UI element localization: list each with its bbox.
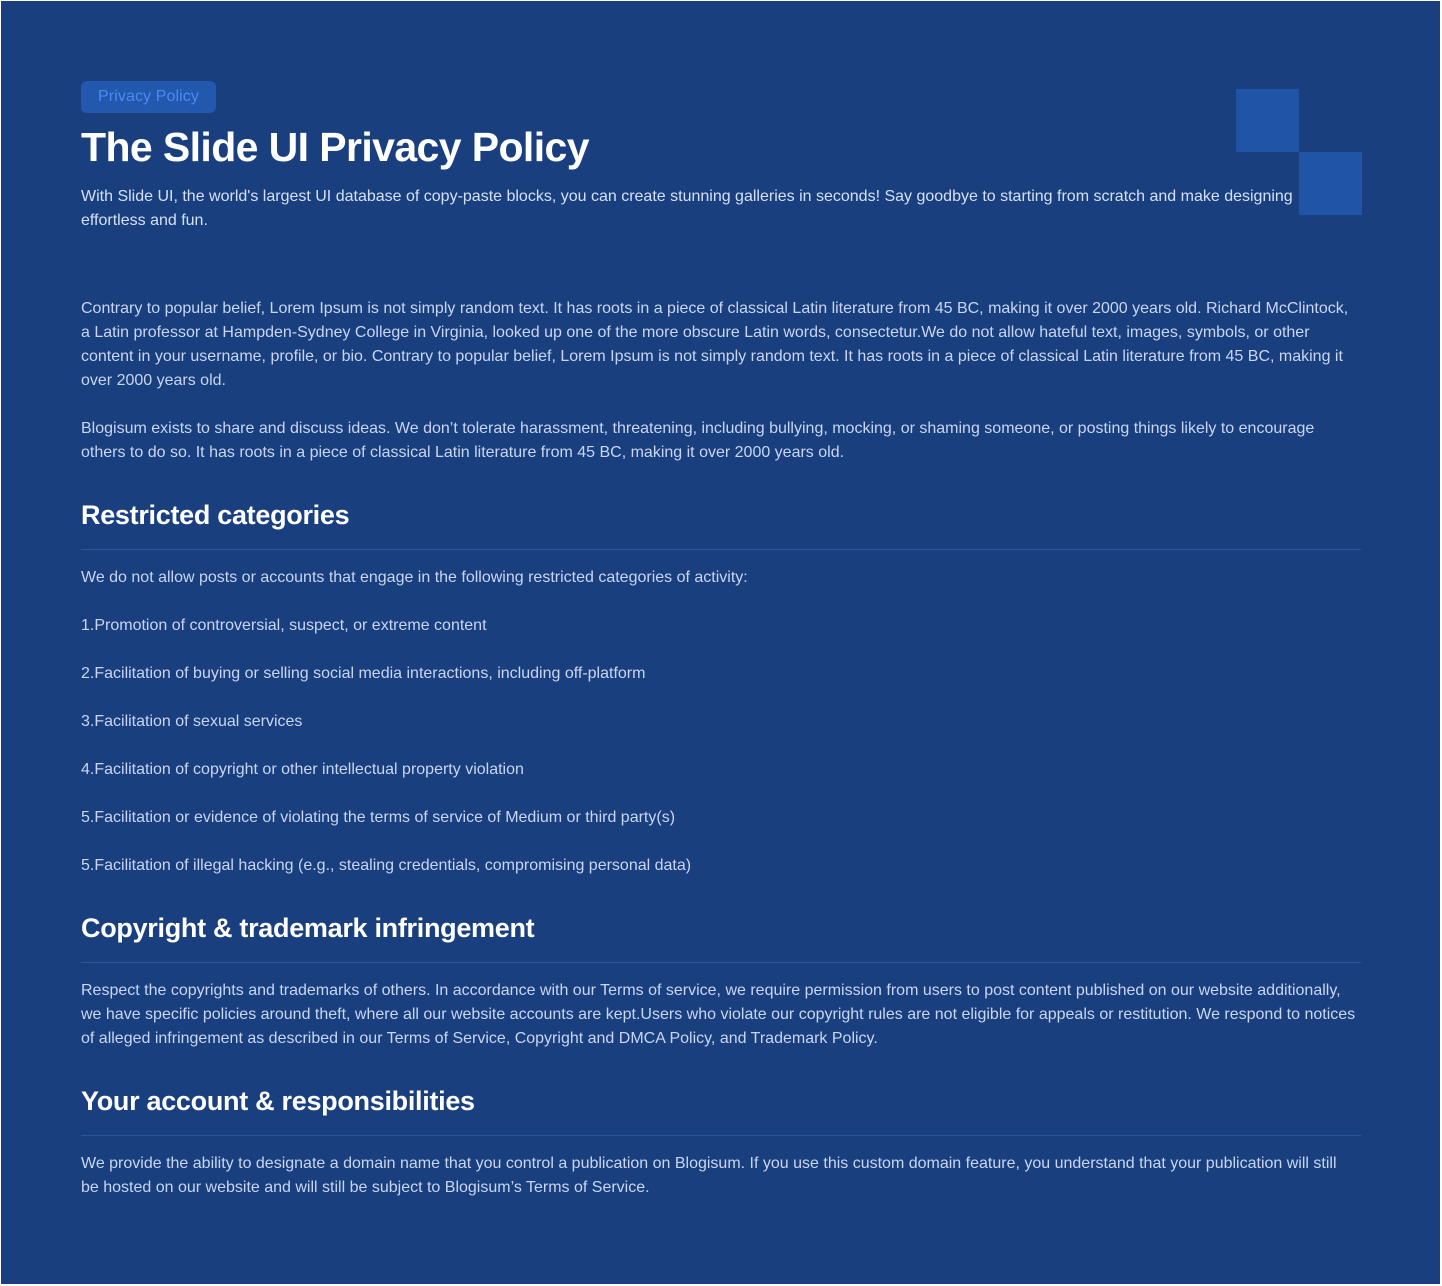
- section-divider: [81, 962, 1361, 963]
- restricted-category-item: 5.Facilitation or evidence of violating the terms of service of Medium or third party(s): [81, 809, 676, 826]
- restricted-category-item: 5.Facilitation of illegal hacking (e.g., stealing credentials, compromising personal data): [81, 857, 692, 874]
- body-paragraph-2: Blogisum exists to share and discuss ideas. We don’t tolerate harassment, threatening, including bullying, mocking, or shaming someone, or posting things likely to encourage others to do so. It has roots in a piece of classical Latin literature from 45 BC, making it over 2000 years old.: [81, 420, 1315, 461]
- account-heading: Your account & responsibilities: [81, 1086, 475, 1116]
- account-paragraph: We provide the ability to designate a domain name that you control a publication on Blogisum. If you use this custom domain feature, you understand that your publication will still be hosted on our website and will still be subject to Blogisum’s Terms of Service.: [81, 1155, 1337, 1196]
- page-title: The Slide UI Privacy Policy: [81, 124, 589, 170]
- restricted-categories-heading: Restricted categories: [81, 500, 350, 530]
- restricted-category-item: 2.Facilitation of buying or selling social media interactions, including off-platform: [81, 665, 646, 682]
- copyright-heading: Copyright & trademark infringement: [81, 913, 535, 943]
- restricted-category-item: 4.Facilitation of copyright or other intellectual property violation: [81, 761, 524, 778]
- section-divider: [81, 549, 1361, 550]
- body-paragraph-1: Contrary to popular belief, Lorem Ipsum is not simply random text. It has roots in a piece of classical Latin literature from 45 BC, making it over 2000 years old. Richard McClintock, a Latin professor at Hampden-Sydney College in Virginia, looked up one of the more obscure Latin words, consectetur.We do not allow hateful text, images, symbols, or other content in your username, profile, or bio. Contrary to popular belief, Lorem Ipsum is not simply random text. It has roots in a piece of classical Latin literature from 45 BC, making it over 2000 years old.: [81, 300, 1349, 389]
- copyright-paragraph: Respect the copyrights and trademarks of others. In accordance with our Terms of service, we require permission from users to post content published on our website additionally, we have specific policies around theft, where all our website accounts are kept.Users who violate our copyright rules are not eligible for appeals or restitution. We respond to notices of alleged infringement as described in our Terms of Service, Copyright and DMCA Policy, and Trademark Policy.: [81, 982, 1356, 1047]
- restricted-category-item: 1.Promotion of controversial, suspect, or extreme content: [81, 617, 487, 634]
- section-divider: [81, 1135, 1361, 1136]
- privacy-policy-page: [1, 1, 1440, 1284]
- page-intro: With Slide UI, the world's largest UI database of copy-paste blocks, you can create stunning galleries in seconds! Say goodbye to starting from scratch and make designing effortless and fun.: [81, 188, 1293, 229]
- policy-content: [81, 81, 1361, 1200]
- restricted-category-item: 3.Facilitation of sexual services: [81, 713, 303, 730]
- restricted-categories-intro: We do not allow posts or accounts that engage in the following restricted categories of activity:: [81, 569, 748, 586]
- privacy-policy-badge: Privacy Policy: [81, 81, 216, 113]
